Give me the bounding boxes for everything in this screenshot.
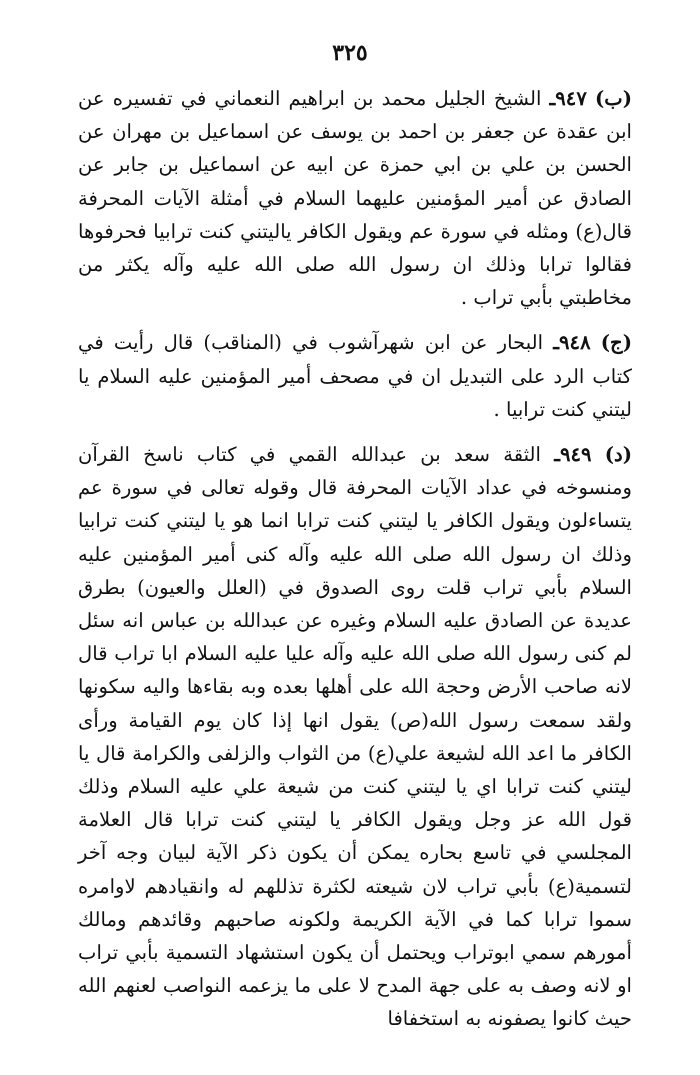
page-number: ٣٢٥ — [332, 40, 368, 66]
entry-text: البحار عن ابن شهرآشوب في (المناقب) قال رأيت في كتاب الرد على التبديل ان في مصحف أمير المؤمنين عليه السلام يا ليتني كنت ترابيا . — [78, 331, 632, 421]
entry-paragraph — [78, 82, 632, 314]
entry-label: (ج) — [600, 331, 632, 355]
document-body — [78, 82, 632, 1036]
entry-number: ٩٤٧ـ — [549, 87, 587, 110]
entry-paragraph — [78, 326, 632, 426]
entry-number: ٩٤٨ـ — [553, 331, 591, 355]
entry-text: الشيخ الجليل محمد بن ابراهيم النعماني في تفسيره عن ابن عقدة عن جعفر بن احمد بن يوسف عن اسماعيل بن مهران عن الحسن بن علي بن ابي حمزة عن ابيه عن اسماعيل بن جابر عن الصادق عن أمير المؤمنين عليهما السلام في أمثلة الآيات المحرفة قال(ع) ومثله في سورة عم ويقول الكافر ياليتني كنت ترابيا فحرفوها فقالوا ترابا وذلك ان رسول الله صلى الله عليه وآله يكثر من مخاطبتي بأبي تراب . — [78, 87, 632, 310]
entry-paragraph — [78, 438, 632, 1036]
entry-number: ٩٤٩ـ — [554, 443, 592, 467]
entry-text: الثقة سعد بن عبدالله القمي في كتاب ناسخ القرآن ومنسوخه في عداد الآيات المحرفة قال وقوله تعالى في سورة عم يتساءلون ويقول الكافر يا ليتني كنت ترابا انما هو يا ليتني كنت ترابيا وذلك ان رسول الله صلى الله عليه وآله كنى أمير المؤمنين عليه السلام بأبي تراب قلت روى الصدوق في (العلل والعيون) بطرق عديدة عن الصادق عليه السلام وغيره عن عبدالله بن عباس انه سئل لم كنى رسول الله صلى الله عليه وآله عليا عليه السلام ابا تراب قال لانه صاحب الأرض وحجة الله على أهلها بعده وبه بقاءها واليه سكونها ولقد سمعت رسول الله(ص) يقول انها إذا كان يوم القيامة ورأى الكافر ما اعد الله لشيعة علي(ع) من الثواب والزلفى والكرامة قال يا ليتني كنت ترابا اي يا ليتني كنت من شيعة علي عليه السلام وذلك قول الله عز وجل ويقول الكافر يا ليتني كنت ترابا قال العلامة المجلسي في تاسع بحاره يمكن أن يكون ذكر الآية لبيان وجه آخر لتسمية(ع) بأبي تراب لان شيعته لكثرة تذللهم له وانقيادهم لاوامره سموا ترابا كما في الآية الكريمة ولكونه صاحبهم وقائدهم ومالك أمورهم سمي ابوتراب ويحتمل أن يكون استشهاد التسمية بأبي تراب او لانه وصف به على جهة المدح لا على ما يزعمه النواصب لعنهم الله حيث كانوا يصفونه به استخفافا — [78, 443, 632, 1031]
entry-label: (ب) — [595, 87, 632, 110]
entry-label: (د) — [604, 443, 632, 467]
